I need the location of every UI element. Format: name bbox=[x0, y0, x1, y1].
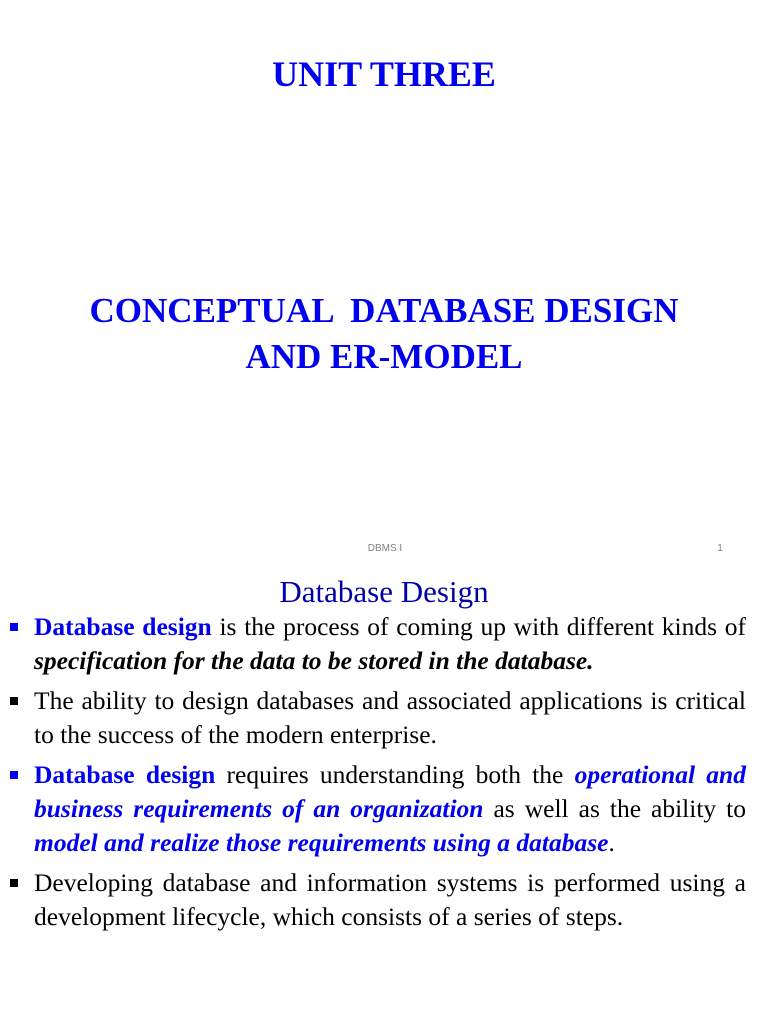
text: Developing database and information systems is performed using a development lifecycle, which consists of a series of steps. bbox=[34, 868, 746, 931]
bullet-item bbox=[34, 758, 746, 860]
section-heading: Database Design bbox=[279, 574, 489, 609]
text: requires understanding both the bbox=[215, 760, 575, 789]
bullet-item bbox=[34, 684, 746, 752]
page-number: 1 bbox=[717, 543, 723, 554]
subtitle-line-1: CONCEPTUAL DATABASE DESIGN bbox=[89, 291, 679, 330]
bullet-item bbox=[34, 866, 746, 934]
emphasis: operational and business requirements of an organization bbox=[34, 760, 746, 823]
emphasis: model and realize those requirements using a database bbox=[34, 828, 609, 857]
text: The ability to design databases and associated applications is critical to the success of the modern enterprise. bbox=[34, 686, 746, 749]
text: . bbox=[608, 828, 615, 857]
term: Database design bbox=[34, 612, 212, 641]
bullet-list bbox=[34, 610, 746, 940]
text: is the process of coming up with different kinds of bbox=[211, 612, 746, 641]
term: Database design bbox=[34, 760, 216, 789]
bullet-square-icon bbox=[10, 697, 18, 705]
text: as well as the ability to bbox=[483, 794, 746, 823]
bullet-square-icon bbox=[10, 879, 18, 887]
subtitle-line-2: AND ER-MODEL bbox=[245, 337, 523, 376]
slide-subtitle bbox=[0, 288, 768, 380]
bullet-item bbox=[34, 610, 746, 678]
slide-title: UNIT THREE bbox=[272, 54, 496, 94]
slide-footer: DBMS I bbox=[367, 543, 403, 554]
bullet-square-icon bbox=[10, 623, 18, 631]
content-slide bbox=[0, 566, 768, 1024]
bullet-square-icon bbox=[10, 771, 18, 779]
emphasis: specification for the data to be stored in the database. bbox=[34, 646, 594, 675]
